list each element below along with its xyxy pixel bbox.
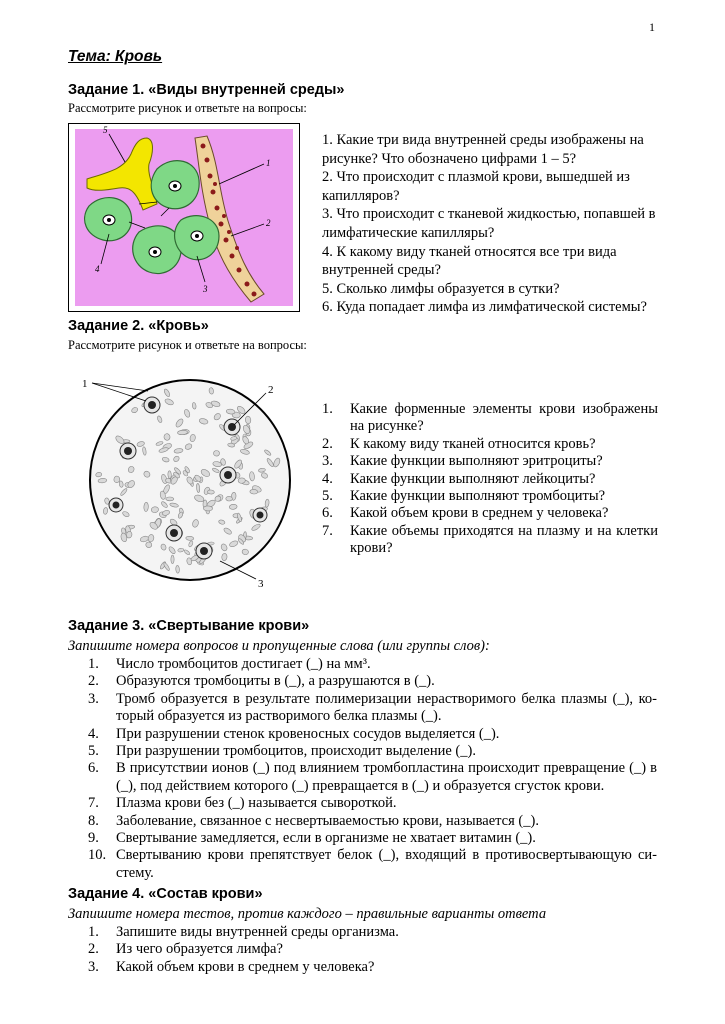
fig1-label-4: 4 [95, 264, 100, 274]
task4-item-number: 2. [88, 941, 99, 958]
erythrocyte [177, 430, 187, 435]
task4-item-number: 1. [88, 924, 99, 940]
task2-questions [322, 401, 658, 558]
fig1-label-2: 2 [266, 218, 271, 228]
task3-item-number: 7. [88, 795, 99, 812]
task2-question-item [322, 505, 658, 522]
task2-question-item [322, 523, 658, 558]
task1-question: 4. К какому виду тканей относятся все три вида внутренней среды? [322, 243, 617, 279]
task4-item-number: 3. [88, 958, 99, 975]
fig2-label-3: 3 [258, 578, 264, 590]
task3-item [88, 795, 657, 812]
task3-instruction: Запишите номера вопросов и пропущенные слова (или группы слов): [68, 638, 490, 654]
task2-question-item [322, 453, 658, 470]
task3-item [88, 691, 657, 726]
task3-item [88, 726, 657, 743]
task4-item [88, 941, 657, 958]
task3-item-number: 10. [88, 847, 107, 864]
erythrocyte [114, 476, 120, 483]
task1-instruction: Рассмотрите рисунок и ответьте на вопросы: [68, 101, 307, 115]
task2-question-item [322, 436, 658, 453]
task3-item [88, 760, 657, 795]
task2-question-item-text: Какие функции выполняют тромбоциты? [350, 488, 606, 505]
task2-question-item-number: 1. [322, 401, 333, 417]
task2-question-item-number: 7. [322, 522, 333, 539]
task2-heading: Задание 2. «Кровь» [68, 318, 209, 334]
erythrocyte [144, 502, 149, 511]
task3-item-text: Свертывание замедляется, если в организме не хватает витамин (_). [116, 830, 536, 847]
task3-item-text: Свертыванию крови препятствует белок (_), входящий в противосвертывающую си-стему. [116, 847, 657, 881]
task3-item-number: 2. [88, 673, 99, 690]
erythrocyte [171, 555, 174, 564]
task4-item [88, 924, 657, 941]
erythrocyte [221, 553, 227, 561]
task3-item [88, 673, 657, 690]
task4-heading: Задание 4. «Состав крови» [68, 886, 263, 902]
task3-item-text: Заболевание, связанное с несвертываемостью крови, называется (_). [116, 812, 539, 829]
page-title: Тема: Кровь [68, 48, 163, 65]
erythrocyte [245, 416, 251, 424]
erythrocyte [166, 497, 174, 501]
task1-question: 5. Сколько лимфы образуется в сутки? [322, 280, 560, 297]
task2-question-item-text: Какие форменные элементы крови изображены на рисунке? [350, 401, 658, 435]
erythrocyte [213, 450, 219, 456]
task2-question-item-number: 4. [322, 470, 333, 487]
task3-item-number: 4. [88, 725, 99, 742]
erythrocyte [203, 506, 212, 511]
task2-instruction: Рассмотрите рисунок и ответьте на вопросы: [68, 338, 307, 352]
blood-smear-figure [70, 365, 310, 595]
internal-environment-figure [68, 123, 300, 312]
erythrocyte [238, 478, 245, 484]
task1-question: 6. Куда попадает лимфа из лимфатической системы? [322, 299, 647, 316]
task1-question: 3. Что происходит с тканевой жидкостью, попавшей в лимфатические капилляры? [322, 206, 656, 241]
fig2-label-2: 2 [268, 384, 274, 396]
task3-item-number: 6. [88, 760, 99, 777]
task3-item-text: При разрушении стенок кровеносных сосудов выделяется (_). [116, 725, 500, 742]
task3-item-number: 8. [88, 812, 99, 829]
task3-item-text: При разрушении тромбоцитов, происходит выделение (_). [116, 743, 476, 760]
task1-heading: Задание 1. «Виды внутренней среды» [68, 82, 345, 98]
task3-item-number: 3. [88, 690, 99, 707]
task2-question-item [322, 471, 658, 488]
task4-item-text: Какой объем крови в среднем у человека? [116, 958, 375, 975]
task1-question: 2. Что происходит с плазмой крови, вышедшей из капилляров? [322, 169, 630, 204]
task4-item [88, 959, 657, 976]
task2-question-item-number: 2. [322, 435, 333, 452]
task2-question-item-number: 3. [322, 453, 333, 470]
erythrocyte [145, 542, 152, 548]
erythrocyte [250, 489, 258, 494]
fig1-label-5: 5 [103, 125, 108, 135]
task4-item-text: Запишите виды внутренней среды организма. [116, 924, 399, 940]
erythrocyte [168, 471, 172, 479]
page-number: 1 [649, 20, 655, 34]
task2-question-item-text: К какому виду тканей относится кровь? [350, 435, 596, 452]
task3-items [88, 656, 657, 882]
task2-question-item-number: 5. [322, 488, 333, 505]
task1-question: 1. Какие три вида внутренней среды изображены на рисунке? Что обозначено цифрами 1 – 5? [322, 132, 644, 167]
task2-question-item-text: Какой объем крови в среднем у человека? [350, 505, 609, 522]
erythrocyte [226, 496, 233, 501]
task1-questions [322, 131, 662, 317]
task2-question-item-text: Какие функции выполняют лейкоциты? [350, 470, 596, 487]
task2-question-item-text: Какие объемы приходятся на плазму и на клетки крови? [350, 522, 658, 557]
task4-items [88, 924, 657, 976]
task3-item-text: Плазма крови без (_) называется сывороткой. [116, 795, 397, 812]
task3-item [88, 847, 657, 882]
erythrocyte [176, 565, 180, 573]
task3-item-text: Число тромбоцитов достигает (_) на мм³. [116, 656, 371, 672]
task3-item-number: 1. [88, 656, 99, 672]
task3-item-number: 9. [88, 830, 99, 847]
task3-item [88, 743, 657, 760]
fig1-label-3: 3 [203, 284, 208, 294]
task3-item [88, 813, 657, 830]
task2-question-item-number: 6. [322, 505, 333, 522]
task3-item [88, 830, 657, 847]
task2-question-item [322, 488, 658, 505]
task2-question-item [322, 401, 658, 436]
task3-item-text: Тромб образуется в результате полимеризации нерастворимого белка плазмы (_), ко-торый образуется из растворимого белка плазмы (_). [116, 690, 657, 725]
task3-item-text: Образуются тромбоциты в (_), а разрушаются в (_). [116, 673, 435, 690]
task3-heading: Задание 3. «Свертывание крови» [68, 618, 310, 634]
task2-question-item-text: Какие функции выполняют эритроциты? [350, 453, 603, 470]
erythrocyte [186, 536, 194, 541]
task3-item-text: В присутствии ионов (_) под влиянием тромбопластина происходит превращение (_) в (_), под действием которого (_) превращается в (_) и образуется сгусток крови. [116, 760, 657, 794]
task4-item-text: Из чего образуется лимфа? [116, 941, 283, 958]
erythrocyte [207, 490, 214, 495]
task4-instruction: Запишите номера тестов, против каждого – правильные варианты ответа [68, 906, 547, 922]
fig2-label-1: 1 [82, 378, 88, 390]
task3-item-number: 5. [88, 743, 99, 760]
task3-item [88, 656, 657, 673]
fig1-label-1: 1 [266, 158, 271, 168]
